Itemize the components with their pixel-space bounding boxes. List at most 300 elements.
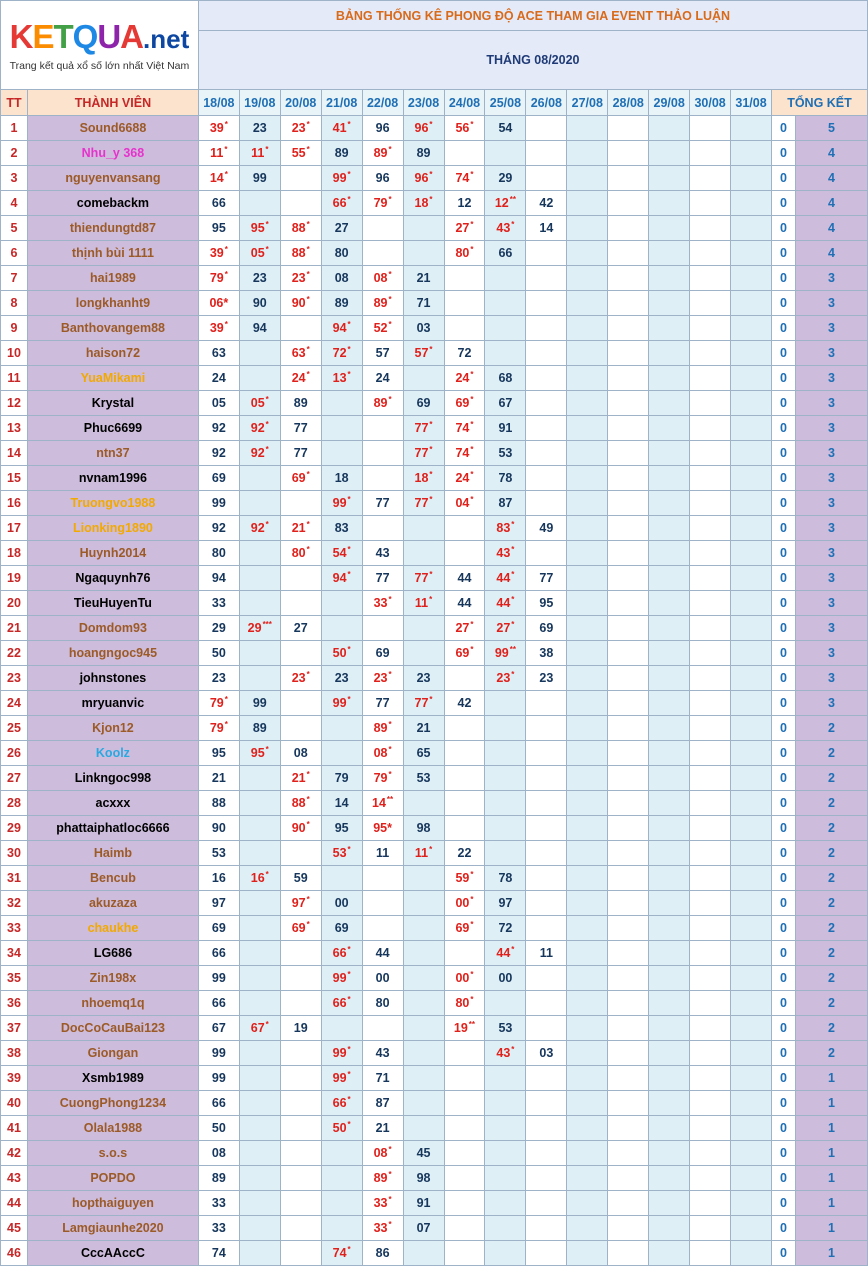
- day-cell: [649, 741, 690, 766]
- total-count: 3: [795, 466, 867, 491]
- day-cell: [444, 666, 485, 691]
- day-cell: 99*: [321, 166, 362, 191]
- member-row: [1, 491, 868, 516]
- day-cell: [649, 316, 690, 341]
- day-cell: 44*: [485, 591, 526, 616]
- day-cell: [280, 1241, 321, 1266]
- logo-letter: U: [97, 17, 121, 55]
- day-cell: [526, 866, 567, 891]
- row-number: 9: [1, 316, 28, 341]
- day-cell: 66*: [321, 191, 362, 216]
- row-number: 12: [1, 391, 28, 416]
- day-cell: [567, 291, 608, 316]
- hit-star-icon: *: [306, 895, 310, 904]
- day-cell: [485, 691, 526, 716]
- day-cell: [567, 716, 608, 741]
- day-cell: [731, 891, 772, 916]
- day-cell: [649, 866, 690, 891]
- total-count: 3: [795, 491, 867, 516]
- member-row: [1, 1041, 868, 1066]
- member-name: haison72: [27, 341, 198, 366]
- day-cell: 54: [485, 116, 526, 141]
- day-cell: 65: [403, 741, 444, 766]
- wins-count: 0: [772, 266, 796, 291]
- day-cell: [690, 591, 731, 616]
- day-cell: [731, 841, 772, 866]
- day-cell: [649, 216, 690, 241]
- hit-star-icon: ***: [262, 620, 272, 629]
- day-cell: [567, 416, 608, 441]
- total-count: 4: [795, 166, 867, 191]
- day-cell: [608, 466, 649, 491]
- hit-star-icon: *: [429, 420, 433, 429]
- hit-star-icon: *: [306, 820, 310, 829]
- day-cell: [649, 1191, 690, 1216]
- day-cell: [321, 716, 362, 741]
- wins-count: 0: [772, 916, 796, 941]
- day-cell: [608, 1166, 649, 1191]
- day-cell: 69*: [444, 916, 485, 941]
- day-cell: [239, 591, 280, 616]
- day-cell: [690, 666, 731, 691]
- day-cell: 24*: [444, 366, 485, 391]
- day-cell: [526, 466, 567, 491]
- member-name: ntn37: [27, 441, 198, 466]
- row-number: 45: [1, 1216, 28, 1241]
- hit-star-icon: *: [306, 770, 310, 779]
- hit-star-icon: *: [470, 170, 474, 179]
- total-count: 2: [795, 716, 867, 741]
- day-cell: [239, 766, 280, 791]
- day-cell: 24: [362, 366, 403, 391]
- day-cell: [731, 691, 772, 716]
- row-number: 39: [1, 1066, 28, 1091]
- day-cell: [649, 491, 690, 516]
- day-cell: 23: [403, 666, 444, 691]
- day-cell: [239, 966, 280, 991]
- day-cell: [690, 241, 731, 266]
- day-cell: [526, 341, 567, 366]
- day-cell: [444, 1041, 485, 1066]
- hit-star-icon: *: [347, 195, 351, 204]
- day-cell: [608, 116, 649, 141]
- hit-star-icon: *: [265, 745, 269, 754]
- day-cell: [321, 1016, 362, 1041]
- day-cell: [239, 466, 280, 491]
- hit-star-icon: *: [470, 370, 474, 379]
- day-cell: [608, 841, 649, 866]
- row-number: 33: [1, 916, 28, 941]
- day-cell: [690, 491, 731, 516]
- hit-star-icon: *: [511, 545, 515, 554]
- day-cell: [403, 966, 444, 991]
- day-cell: 11*: [403, 591, 444, 616]
- day-cell: 66: [198, 191, 239, 216]
- hit-star-icon: *: [265, 395, 269, 404]
- member-row: [1, 141, 868, 166]
- day-cell: [731, 541, 772, 566]
- day-cell: 44: [444, 591, 485, 616]
- day-cell: [649, 1166, 690, 1191]
- total-count: 1: [795, 1116, 867, 1141]
- day-cell: [608, 1016, 649, 1041]
- day-cell: 08: [321, 266, 362, 291]
- header-date: 24/08: [444, 90, 485, 116]
- day-cell: 89: [239, 716, 280, 741]
- day-cell: [731, 866, 772, 891]
- day-cell: 80: [321, 241, 362, 266]
- day-cell: [239, 341, 280, 366]
- day-cell: [690, 616, 731, 641]
- day-cell: 33: [198, 1191, 239, 1216]
- day-cell: 95: [526, 591, 567, 616]
- day-cell: 95: [321, 816, 362, 841]
- day-cell: 92: [198, 516, 239, 541]
- day-cell: 43*: [485, 541, 526, 566]
- member-row: [1, 891, 868, 916]
- hit-star-icon: *: [470, 395, 474, 404]
- hit-star-icon: **: [386, 795, 394, 804]
- row-number: 46: [1, 1241, 28, 1266]
- day-cell: 00*: [444, 891, 485, 916]
- header-date: 31/08: [731, 90, 772, 116]
- row-number: 7: [1, 266, 28, 291]
- member-name: longkhanht9: [27, 291, 198, 316]
- hit-star-icon: *: [306, 270, 310, 279]
- day-cell: 74: [198, 1241, 239, 1266]
- day-cell: 33*: [362, 591, 403, 616]
- day-cell: 38: [526, 641, 567, 666]
- day-cell: [608, 766, 649, 791]
- member-row: [1, 991, 868, 1016]
- day-cell: [731, 1166, 772, 1191]
- member-name: johnstones: [27, 666, 198, 691]
- row-number: 40: [1, 1091, 28, 1116]
- day-cell: [608, 141, 649, 166]
- day-cell: 69*: [444, 391, 485, 416]
- day-cell: 12**: [485, 191, 526, 216]
- hit-star-icon: *: [224, 145, 228, 154]
- wins-count: 0: [772, 1091, 796, 1116]
- day-cell: 67: [485, 391, 526, 416]
- member-row: [1, 441, 868, 466]
- day-cell: [321, 1216, 362, 1241]
- day-cell: [731, 966, 772, 991]
- day-cell: 97: [198, 891, 239, 916]
- day-cell: 99: [198, 491, 239, 516]
- day-cell: [321, 441, 362, 466]
- hit-star-icon: *: [470, 495, 474, 504]
- day-cell: [280, 716, 321, 741]
- logo-tagline: Trang kết quả xổ số lớn nhất Việt Nam: [9, 59, 190, 72]
- hit-star-icon: *: [265, 420, 269, 429]
- member-name: Nhu_y 368: [27, 141, 198, 166]
- total-count: 4: [795, 141, 867, 166]
- day-cell: [567, 791, 608, 816]
- day-cell: [690, 1041, 731, 1066]
- hit-star-icon: *: [347, 120, 351, 129]
- member-row: [1, 966, 868, 991]
- day-cell: 42: [526, 191, 567, 216]
- day-cell: [444, 1091, 485, 1116]
- member-name: CccAAccC: [27, 1241, 198, 1266]
- member-row: [1, 566, 868, 591]
- member-name: akuzaza: [27, 891, 198, 916]
- member-row: [1, 941, 868, 966]
- day-cell: [526, 366, 567, 391]
- row-number: 37: [1, 1016, 28, 1041]
- day-cell: [567, 991, 608, 1016]
- wins-count: 0: [772, 991, 796, 1016]
- member-row: [1, 1216, 868, 1241]
- total-count: 1: [795, 1141, 867, 1166]
- row-number: 18: [1, 541, 28, 566]
- day-cell: [567, 891, 608, 916]
- hit-star-icon: *: [306, 220, 310, 229]
- day-cell: 77: [362, 566, 403, 591]
- wins-count: 0: [772, 141, 796, 166]
- day-cell: 89*: [362, 1166, 403, 1191]
- wins-count: 0: [772, 966, 796, 991]
- day-cell: [280, 841, 321, 866]
- day-cell: [444, 816, 485, 841]
- day-cell: [731, 116, 772, 141]
- day-cell: [567, 266, 608, 291]
- hit-star-icon: *: [347, 645, 351, 654]
- day-cell: 55*: [280, 141, 321, 166]
- day-cell: 83*: [485, 516, 526, 541]
- day-cell: [567, 1216, 608, 1241]
- day-cell: 94: [198, 566, 239, 591]
- day-cell: 66*: [321, 941, 362, 966]
- hit-star-icon: *: [388, 595, 392, 604]
- day-cell: [526, 991, 567, 1016]
- day-cell: 89: [321, 141, 362, 166]
- day-cell: [567, 591, 608, 616]
- day-cell: [526, 741, 567, 766]
- day-cell: [649, 766, 690, 791]
- hit-star-icon: *: [306, 295, 310, 304]
- day-cell: [485, 1091, 526, 1116]
- day-cell: [567, 216, 608, 241]
- header-date: 19/08: [239, 90, 280, 116]
- total-count: 2: [795, 766, 867, 791]
- day-cell: [526, 441, 567, 466]
- day-cell: [280, 691, 321, 716]
- day-cell: [649, 941, 690, 966]
- day-cell: [608, 966, 649, 991]
- member-name: Domdom93: [27, 616, 198, 641]
- day-cell: [608, 891, 649, 916]
- hit-star-icon: *: [306, 920, 310, 929]
- member-name: Bencub: [27, 866, 198, 891]
- hit-star-icon: *: [388, 1220, 392, 1229]
- member-name: Haimb: [27, 841, 198, 866]
- member-row: [1, 191, 868, 216]
- member-name: Huynh2014: [27, 541, 198, 566]
- hit-star-icon: **: [509, 645, 516, 654]
- day-cell: [731, 666, 772, 691]
- day-cell: 89*: [362, 141, 403, 166]
- hit-star-icon: *: [470, 420, 474, 429]
- member-row: [1, 1141, 868, 1166]
- day-cell: [649, 241, 690, 266]
- member-row: [1, 166, 868, 191]
- row-number: 11: [1, 366, 28, 391]
- day-cell: 33*: [362, 1191, 403, 1216]
- day-cell: [608, 491, 649, 516]
- hit-star-icon: *: [511, 670, 515, 679]
- day-cell: 23: [526, 666, 567, 691]
- hit-star-icon: *: [347, 995, 351, 1004]
- hit-star-icon: *: [429, 495, 433, 504]
- day-cell: 03: [403, 316, 444, 341]
- total-count: 3: [795, 541, 867, 566]
- hit-star-icon: *: [347, 970, 351, 979]
- wins-count: 0: [772, 466, 796, 491]
- day-cell: 69*: [280, 466, 321, 491]
- day-cell: [526, 416, 567, 441]
- day-cell: [649, 691, 690, 716]
- day-cell: [567, 941, 608, 966]
- wins-count: 0: [772, 1116, 796, 1141]
- day-cell: [526, 291, 567, 316]
- day-cell: [485, 1116, 526, 1141]
- day-cell: [403, 1091, 444, 1116]
- wins-count: 0: [772, 641, 796, 666]
- page-title: THÁNG 08/2020: [198, 31, 867, 90]
- day-cell: 59: [280, 866, 321, 891]
- day-cell: 99*: [321, 966, 362, 991]
- day-cell: [731, 1091, 772, 1116]
- day-cell: 96: [362, 116, 403, 141]
- day-cell: [649, 891, 690, 916]
- day-cell: 41*: [321, 116, 362, 141]
- day-cell: 23: [198, 666, 239, 691]
- day-cell: 21*: [280, 766, 321, 791]
- row-number: 5: [1, 216, 28, 241]
- day-cell: [690, 991, 731, 1016]
- day-cell: [690, 766, 731, 791]
- row-number: 43: [1, 1166, 28, 1191]
- day-cell: 77*: [403, 491, 444, 516]
- hit-star-icon: *: [347, 695, 351, 704]
- day-cell: 92*: [239, 416, 280, 441]
- total-count: 2: [795, 941, 867, 966]
- total-count: 4: [795, 241, 867, 266]
- day-cell: [239, 1066, 280, 1091]
- day-cell: [567, 1191, 608, 1216]
- day-cell: [526, 391, 567, 416]
- header-date: 20/08: [280, 90, 321, 116]
- day-cell: 95: [198, 741, 239, 766]
- day-cell: [567, 1166, 608, 1191]
- day-cell: [567, 541, 608, 566]
- member-row: [1, 816, 868, 841]
- member-row: [1, 666, 868, 691]
- day-cell: [731, 191, 772, 216]
- day-cell: 74*: [444, 166, 485, 191]
- day-cell: 80*: [444, 241, 485, 266]
- day-cell: [649, 1116, 690, 1141]
- day-cell: 99: [198, 966, 239, 991]
- hit-star-icon: *: [511, 620, 515, 629]
- day-cell: [731, 1066, 772, 1091]
- member-name: CuongPhong1234: [27, 1091, 198, 1116]
- total-count: 1: [795, 1216, 867, 1241]
- day-cell: 08*: [362, 1141, 403, 1166]
- hit-star-icon: *: [347, 1120, 351, 1129]
- day-cell: [321, 1191, 362, 1216]
- hit-star-icon: *: [347, 570, 351, 579]
- day-cell: 53: [403, 766, 444, 791]
- day-cell: 96: [362, 166, 403, 191]
- header-total: TỔNG KẾT: [772, 90, 868, 116]
- day-cell: [444, 141, 485, 166]
- wins-count: 0: [772, 791, 796, 816]
- day-cell: [690, 741, 731, 766]
- day-cell: [444, 541, 485, 566]
- day-cell: 53: [198, 841, 239, 866]
- wins-count: 0: [772, 441, 796, 466]
- day-cell: [280, 491, 321, 516]
- day-cell: 53: [485, 1016, 526, 1041]
- row-number: 4: [1, 191, 28, 216]
- total-count: 2: [795, 916, 867, 941]
- day-cell: [649, 591, 690, 616]
- row-number: 41: [1, 1116, 28, 1141]
- day-cell: 05*: [239, 391, 280, 416]
- day-cell: 67: [198, 1016, 239, 1041]
- logo-letter: .net: [143, 23, 190, 54]
- day-cell: [690, 441, 731, 466]
- hit-star-icon: *: [388, 195, 392, 204]
- header-date: 18/08: [198, 90, 239, 116]
- logo-wordmark: [10, 19, 190, 57]
- hit-star-icon: *: [265, 445, 269, 454]
- day-cell: 18*: [403, 191, 444, 216]
- row-number: 36: [1, 991, 28, 1016]
- day-cell: [608, 216, 649, 241]
- row-number: 28: [1, 791, 28, 816]
- day-cell: [649, 1241, 690, 1266]
- day-cell: [567, 916, 608, 941]
- day-cell: [567, 316, 608, 341]
- row-number: 32: [1, 891, 28, 916]
- day-cell: [526, 916, 567, 941]
- day-cell: 92*: [239, 441, 280, 466]
- day-cell: 39*: [198, 316, 239, 341]
- wins-count: 0: [772, 1191, 796, 1216]
- member-row: [1, 716, 868, 741]
- day-cell: [239, 566, 280, 591]
- header-date: 21/08: [321, 90, 362, 116]
- day-cell: 21*: [280, 516, 321, 541]
- day-cell: 99: [239, 166, 280, 191]
- day-cell: [567, 841, 608, 866]
- row-number: 38: [1, 1041, 28, 1066]
- day-cell: [690, 791, 731, 816]
- day-cell: [485, 991, 526, 1016]
- day-cell: [608, 291, 649, 316]
- member-name: acxxx: [27, 791, 198, 816]
- day-cell: 77: [280, 416, 321, 441]
- member-row: [1, 316, 868, 341]
- day-cell: [526, 116, 567, 141]
- day-cell: [649, 391, 690, 416]
- day-cell: [321, 866, 362, 891]
- hit-star-icon: *: [347, 495, 351, 504]
